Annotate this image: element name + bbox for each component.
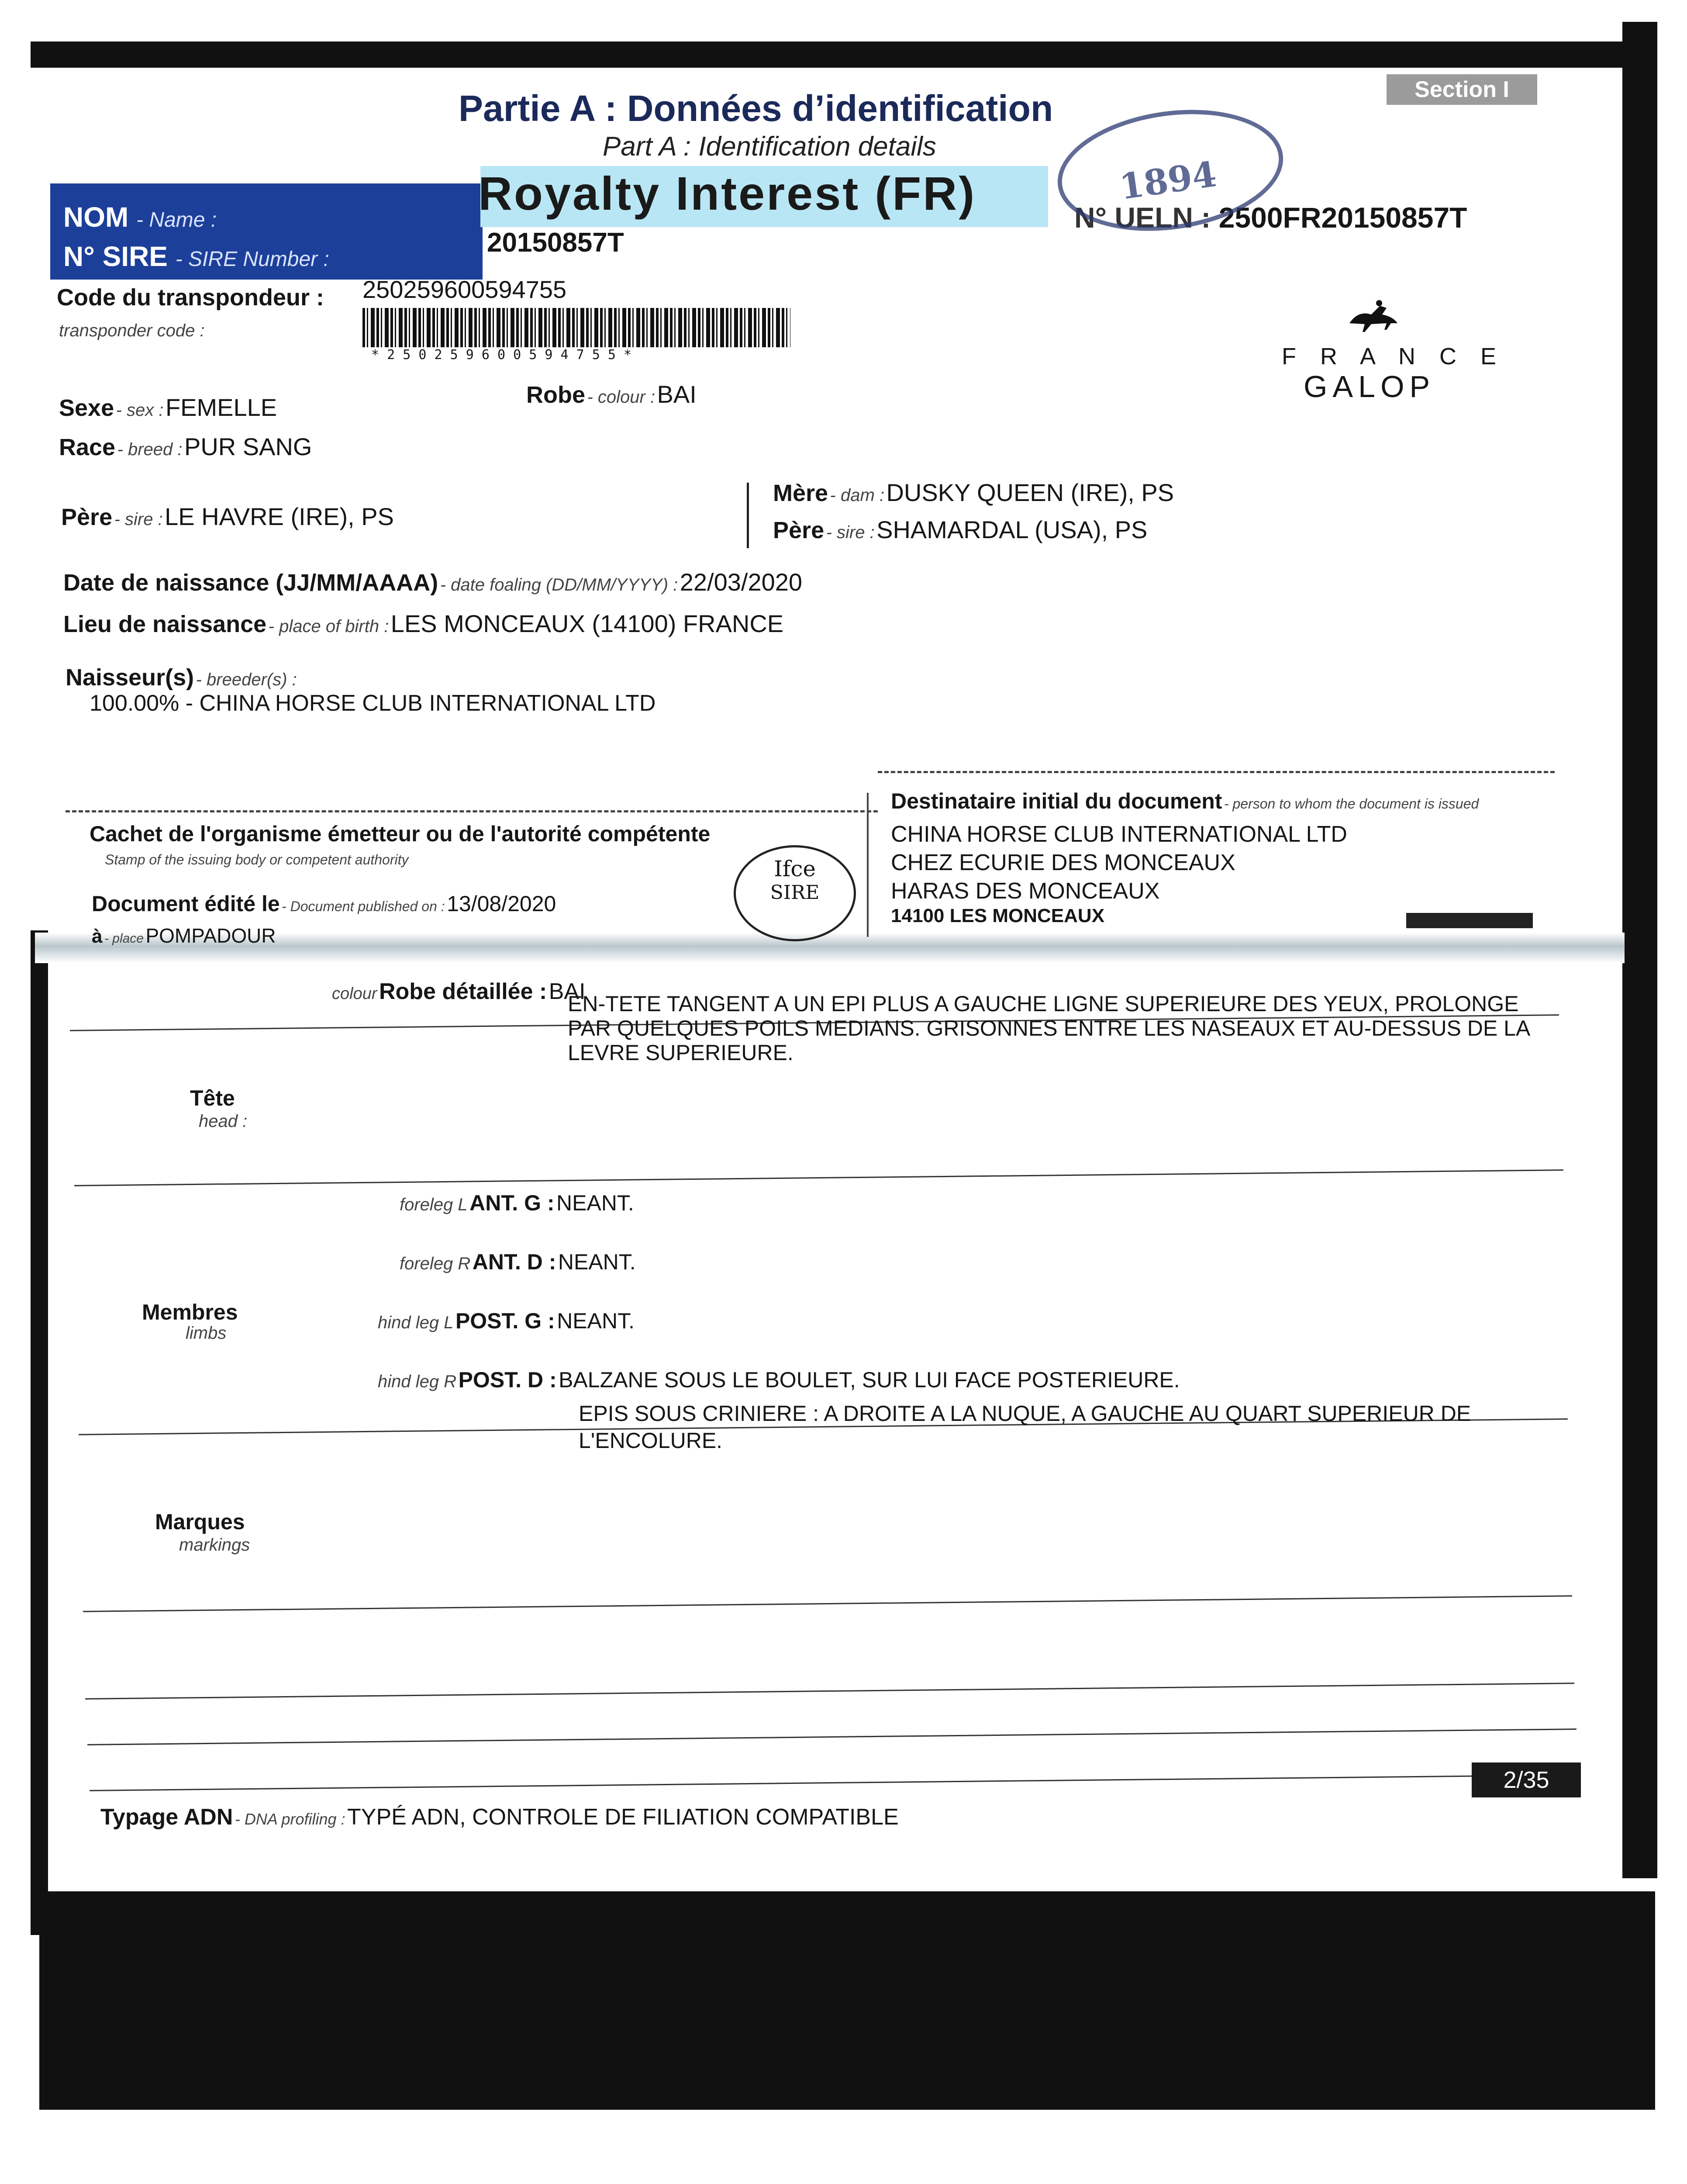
ink-stamp-text: 1894 bbox=[1117, 153, 1219, 208]
ifce-stamp bbox=[734, 845, 856, 941]
robe-sub: - colour : bbox=[587, 387, 655, 407]
scan-right-border bbox=[1622, 22, 1657, 1878]
date-value: 22/03/2020 bbox=[680, 568, 803, 596]
breeder-field bbox=[66, 664, 297, 691]
date-field bbox=[63, 568, 802, 596]
sexe-value: FEMELLE bbox=[165, 394, 277, 421]
issue-place-value: POMPADOUR bbox=[145, 924, 276, 947]
limb-1-sub: foreleg L bbox=[400, 1195, 468, 1214]
mere-sub: - dam : bbox=[830, 486, 884, 505]
barcode-text: * 2 5 0 2 5 9 6 0 0 5 9 4 7 5 5 * bbox=[371, 347, 632, 363]
transponder-label: Code du transpondeur : bbox=[57, 284, 324, 311]
recipient-line2: CHEZ ECURIE DES MONCEAUX bbox=[891, 850, 1235, 875]
head-label: Tête bbox=[190, 1086, 235, 1110]
page-number: 2/35 bbox=[1503, 1767, 1549, 1793]
place-sub: - place of birth : bbox=[268, 617, 389, 636]
limb-3-sub: hind leg L bbox=[378, 1313, 454, 1332]
limbs-sub: limbs bbox=[186, 1324, 227, 1343]
transponder-sub: transponder code : bbox=[59, 321, 205, 340]
sexe-field bbox=[59, 393, 277, 422]
transponder-value: 250259600594755 bbox=[362, 276, 567, 303]
limb-row-4 bbox=[378, 1367, 1180, 1393]
mere-label: Mère bbox=[773, 480, 828, 506]
place-value: LES MONCEAUX (14100) FRANCE bbox=[390, 610, 784, 637]
limbs-label: Membres bbox=[142, 1300, 238, 1324]
rule-7 bbox=[90, 1774, 1579, 1791]
limb-1-label: ANT. G : bbox=[469, 1191, 555, 1215]
pedigree-divider bbox=[747, 483, 749, 548]
published-label: Document édité le bbox=[92, 892, 280, 916]
fold-dark-tab bbox=[1406, 913, 1533, 928]
barcode bbox=[362, 308, 790, 347]
recipient-label: Destinataire initial du document bbox=[891, 789, 1222, 813]
sire-text: N° SIRE bbox=[63, 241, 168, 272]
date-label: Date de naissance (JJ/MM/AAAA) bbox=[63, 570, 438, 596]
limb-3-value: NEANT. bbox=[557, 1309, 635, 1333]
published-sub: - Document published on : bbox=[282, 898, 445, 914]
rule-5 bbox=[85, 1683, 1574, 1700]
rule-4 bbox=[83, 1595, 1572, 1612]
robe-detail-field bbox=[332, 978, 586, 1005]
limb-4-value: BALZANE SOUS LE BOULET, SUR LUI FACE POSTERIEURE. bbox=[559, 1368, 1180, 1392]
recipient-line3: HARAS DES MONCEAUX bbox=[891, 878, 1160, 904]
race-sub: - breed : bbox=[117, 440, 183, 459]
recipient-sub: - person to whom the document is issued bbox=[1224, 796, 1479, 812]
scan-top-border bbox=[31, 41, 1625, 68]
recipient-field bbox=[891, 788, 1479, 814]
robe-value: BAI bbox=[657, 380, 697, 408]
limb-row-3 bbox=[378, 1308, 635, 1334]
nom-text: NOM bbox=[63, 201, 129, 233]
horse-name: Royalty Interest (FR) bbox=[478, 167, 976, 220]
sire-sub: - SIRE Number : bbox=[175, 248, 329, 271]
ueln-label: N° UELN : bbox=[1074, 201, 1211, 234]
sexe-label: Sexe bbox=[59, 395, 114, 421]
breeder-sub: - breeder(s) : bbox=[196, 670, 297, 689]
pere2-label: Père bbox=[773, 517, 825, 543]
place-field bbox=[63, 609, 783, 638]
race-field bbox=[59, 432, 312, 461]
scan-left-border bbox=[31, 930, 48, 1935]
issue-place-sub: - place bbox=[104, 931, 144, 946]
breeder-label: Naisseur(s) bbox=[66, 664, 194, 691]
recipient-line1: CHINA HORSE CLUB INTERNATIONAL LTD bbox=[891, 822, 1347, 847]
robe-field bbox=[526, 380, 697, 408]
mere-value: DUSKY QUEEN (IRE), PS bbox=[886, 479, 1174, 506]
issuer-label: Cachet de l'organisme émetteur ou de l'autorité compétente bbox=[90, 822, 711, 846]
dna-sub: - DNA profiling : bbox=[235, 1810, 345, 1828]
marks-label: Marques bbox=[155, 1510, 245, 1534]
race-label: Race bbox=[59, 434, 116, 460]
head-sub: head : bbox=[199, 1112, 248, 1131]
page-number-badge bbox=[1472, 1762, 1581, 1797]
nom-sub: - Name : bbox=[136, 208, 217, 232]
marks-description: EPIS SOUS CRINIERE : A DROITE A LA NUQUE, A GAUCHE AU QUART SUPERIEUR DE L'ENCOLURE. bbox=[579, 1401, 1471, 1453]
dna-field bbox=[100, 1804, 899, 1830]
dna-label: Typage ADN bbox=[100, 1804, 233, 1830]
marks-sub: markings bbox=[179, 1535, 250, 1555]
logo-line2: GALOP bbox=[1304, 370, 1435, 404]
limb-2-value: NEANT. bbox=[558, 1250, 636, 1274]
robe-detail-sub: colour bbox=[332, 985, 377, 1003]
issuer-sub: Stamp of the issuing body or competent authority bbox=[105, 852, 409, 867]
ueln-value: 2500FR20150857T bbox=[1218, 201, 1467, 234]
limb-1-value: NEANT. bbox=[556, 1191, 634, 1215]
pere2-field bbox=[773, 515, 1147, 544]
published-value: 13/08/2020 bbox=[447, 892, 556, 916]
page-subtitle: Part A : Identification details bbox=[603, 131, 936, 162]
pere-label: Père bbox=[61, 504, 113, 530]
pere-field bbox=[61, 502, 394, 531]
issue-place-label: à bbox=[92, 926, 103, 947]
section-badge: Section I bbox=[1387, 74, 1537, 105]
scan-bottom-border bbox=[39, 1891, 1655, 2110]
limb-4-label: POST. D : bbox=[458, 1368, 557, 1392]
dna-value: TYPÉ ADN, CONTROLE DE FILIATION COMPATIBLE bbox=[347, 1804, 899, 1830]
date-sub: - date foaling (DD/MM/YYYY) : bbox=[440, 575, 678, 594]
rule-6 bbox=[87, 1728, 1577, 1745]
pere-sub: - sire : bbox=[114, 510, 163, 529]
published-field bbox=[92, 891, 556, 916]
limb-3-label: POST. G : bbox=[455, 1309, 555, 1333]
block-vertical-divider bbox=[867, 793, 869, 937]
limb-row-2 bbox=[400, 1249, 636, 1275]
rule-2 bbox=[74, 1169, 1563, 1186]
pere2-sub: - sire : bbox=[826, 523, 875, 542]
breeder-value: 100.00% - CHINA HORSE CLUB INTERNATIONAL LTD bbox=[90, 691, 656, 716]
nom-label bbox=[63, 201, 217, 233]
race-value: PUR SANG bbox=[184, 433, 312, 460]
robe-detail-label: Robe détaillée : bbox=[379, 979, 547, 1004]
logo-line1: F R A N C E bbox=[1282, 343, 1505, 370]
ifce-stamp-line2: SIRE bbox=[770, 881, 820, 904]
recipient-dashed-line bbox=[878, 771, 1555, 773]
sire-label bbox=[63, 240, 329, 273]
sexe-sub: - sex : bbox=[116, 401, 164, 420]
mere-field bbox=[773, 478, 1174, 507]
limb-2-label: ANT. D : bbox=[472, 1250, 556, 1274]
robe-detail-value: BAI bbox=[549, 979, 586, 1004]
page-title: Partie A : Données d’identification bbox=[459, 88, 1053, 129]
issuer-dashed-line bbox=[66, 810, 878, 812]
robe-label: Robe bbox=[526, 382, 585, 408]
pere2-value: SHAMARDAL (USA), PS bbox=[876, 516, 1148, 543]
place-label: Lieu de naissance bbox=[63, 611, 267, 637]
recipient-line4: 14100 LES MONCEAUX bbox=[891, 905, 1105, 926]
limb-2-sub: foreleg R bbox=[400, 1254, 471, 1273]
sire-number: 20150857T bbox=[487, 228, 624, 258]
pere-value: LE HAVRE (IRE), PS bbox=[165, 503, 394, 530]
issue-place-field bbox=[92, 924, 276, 947]
head-description: EN-TETE TANGENT A UN EPI PLUS A GAUCHE LIGNE SUPERIEURE DES YEUX, PROLONGE PAR QUELQUES POILS MEDIANS. GRISONNES ENTRE LES NASEAUX ET AU-DESSUS DE LA LEVRE SUPERIEURE. bbox=[568, 992, 1529, 1065]
limb-row-1 bbox=[400, 1190, 634, 1216]
limb-4-sub: hind leg R bbox=[378, 1372, 457, 1391]
ifce-stamp-line1: Ifce bbox=[774, 856, 816, 881]
horse-rider-icon bbox=[1345, 297, 1402, 341]
